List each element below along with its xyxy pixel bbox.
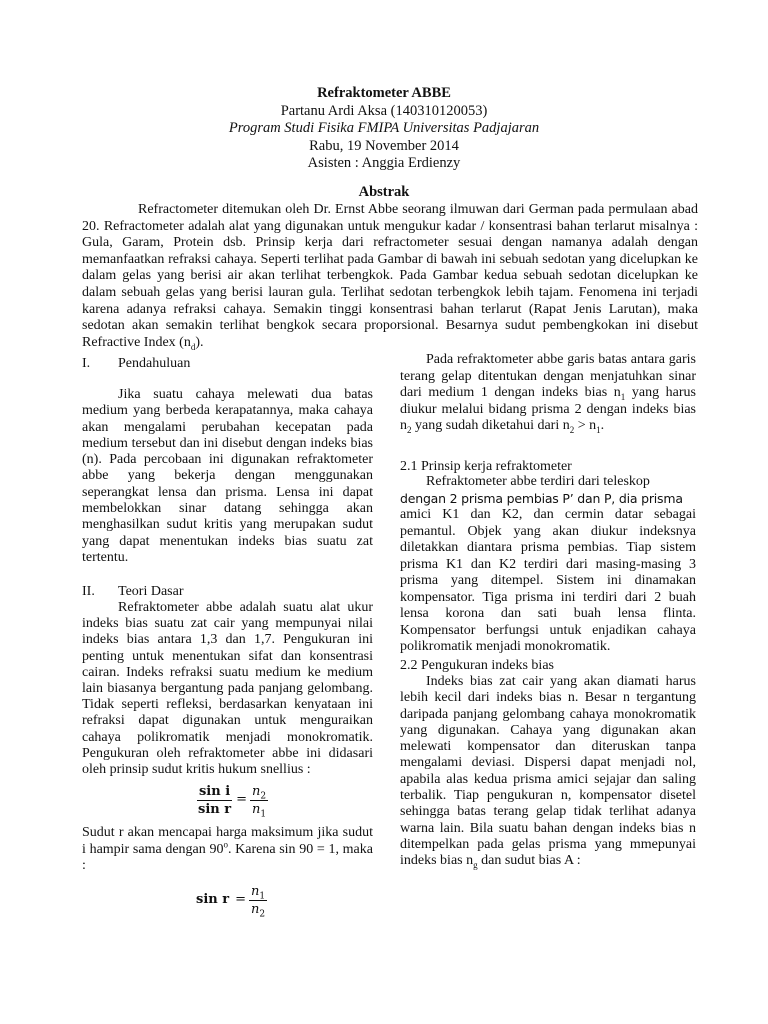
section-1-body: [82, 387, 373, 566]
sub-4: 1: [596, 425, 601, 436]
subsection-2-1-title: 2.1 Prinsip kerja refraktometer: [400, 459, 572, 474]
subsection-2-1-body: [400, 474, 696, 656]
degree-superscript: o: [223, 838, 228, 849]
eq1-lhs-numerator: sin i: [198, 784, 231, 799]
section-2-title: Teori Dasar: [118, 584, 184, 599]
abstract-heading: Abstrak: [358, 184, 410, 200]
s22-text-b: dan sudut bias A :: [477, 853, 581, 869]
s21-line-2: dengan 2 prisma pembias P’ dan P, dia prisma: [400, 490, 683, 506]
s22-subscript: g: [473, 860, 478, 871]
paper-title: Refraktometer ABBE: [317, 85, 451, 101]
intro-text-a: Pada refraktometer abbe garis batas antara garis terang gelap ditentukan dengan menjatuhkan sinar dari medium 1 dengan indeks bias n: [400, 352, 696, 401]
section-2-body: [82, 600, 373, 778]
snell-equation: [196, 784, 268, 820]
subsection-2-2-heading: [400, 658, 696, 675]
eq2-equals: =: [235, 892, 246, 908]
eq1-equals: =: [236, 792, 247, 808]
sub-1: 1: [620, 391, 626, 402]
section-1-heading: [82, 356, 373, 373]
eq2-num-sub: 1: [259, 891, 266, 902]
section-2-number: II.: [82, 584, 95, 599]
critical-angle-equation: [196, 884, 267, 920]
section-1-title: Pendahuluan: [118, 356, 191, 371]
paper-header: [0, 85, 768, 173]
abstract-subscript: d: [190, 341, 196, 352]
eq2-den-sub: 2: [259, 909, 266, 920]
s21-rest-text: amici K1 dan K2, dan cermin datar sebagai pemantul. Objek yang akan diukur indeksnya diletakkan diantara prisma pembias. Tiap sistem prisma K1 dan K2 terdiri dari masing-masing 3 prisma yang ditempel. Sistem ini dinamakan kompensator. Tiga prisma ini terdiri dari 2 buah lensa korona dan sati buah lensa flinta. Kompensator berfungsi untuk enjadikan cahaya polikromatik menjadi monokromatik.: [400, 507, 696, 654]
affiliation-line: Program Studi Fisika FMIPA Universitas Padjajaran: [228, 120, 540, 136]
sub-2: 2: [407, 425, 412, 436]
eq2-denominator: n: [251, 902, 260, 917]
section-2-text: Refraktometer abbe adalah suatu alat ukur indeks bias suatu zat cair yang mempunyai nilai indeks bias antara 1,3 dan 1,7. Pengukuran ini penting untuk menentukan sifat dan konsentrasi cairan. Indeks refraksi suatu medium ke medium lain biasanya bergantung pada panjang gelombang. Tidak seperti refleksi, berdasarkan kenyataan ini refraksi dapat digunakan untuk menguraikan cahaya polikromatik menjadi monokromatik. Pengukuran oleh refraktometer abbe ini didasari oleh prinsip sudut kritis hukum snellius :: [82, 600, 373, 778]
eq1-rhs-denominator: n: [252, 802, 261, 817]
eq1-rhs-numerator: n: [252, 784, 261, 799]
subsection-2-2-body: [400, 674, 696, 870]
intro-text-e: .: [600, 418, 605, 434]
intro-text-b: yang harus diukur melalui bidang prisma 2 dengan indeks bias n: [400, 385, 696, 434]
abstract-text: Refractometer ditemukan oleh Dr. Ernst Abbe seorang ilmuwan dari German pada permulaan abad 20. Refractometer adalah alat yang digunakan untuk mengukur kadar / konsentrasi bahan terlarut misalnya : Gula, Garam, Protein dsb. Prinsip kerja dari refractometer sesuai dengan namanya adalah dengan memanfaatkan refraksi cahaya. Seperti terlihat pada Gambar di bawah ini sebuah sedotan yang dicelupkan ke dalam gelas yang berisi air akan terlihat terbengkok. Pada Gambar kedua sebuah sedotan dicelupkan ke dalam sebuah gelas yang berisi lauran gula. Terlihat sedotan terbengkok lebih tajam. Fenomena ini terjadi karena adanya refraksi cahaya. Semakin tinggi konsentrasi bahan terlarut (Rapat Jenis Larutan), maka sedotan akan semakin terlihat bengkok secara proporsional. Besarnya sudut pembengkokan ini disebut Refractive Index (n: [82, 202, 698, 350]
s22-text-a: Indeks bias zat cair yang akan diamati harus lebih kecil dari indeks bias n. Besar n tergantung daripada panjang gelombang cahaya monokromatik yang digunakan. Cahaya yang digunakan akan melewati kompensator dan diteruskan tanpa mengalami deviasi. Dispersi dapat menjadi nol, apabila alas kedua prisma amici sejajar dan saling terbalik. Tiap pengukuran n, kompensator disetel sehingga batas terang gelap tidak terlihat adanya warna lain. Bila suatu bahan dengan indeks bias n ditempelkan pada gelas prisma yang mmepunyai indeks bias n: [400, 674, 696, 869]
after-eq1-text-b: . Karena sin 90 = 1, maka :: [82, 841, 373, 873]
after-eq1-text-a: Sudut r akan mencapai harga maksimum jika sudut i hampir sama dengan 90: [82, 825, 373, 857]
intro-text-c: yang sudah diketahui dari n: [411, 418, 570, 434]
section-2-heading: [82, 584, 373, 601]
section-1-number: I.: [82, 356, 91, 371]
s21-line-1: Refraktometer abbe terdiri dari teleskop: [426, 474, 650, 489]
date-line: Rabu, 19 November 2014: [309, 137, 459, 154]
right-intro-paragraph: [400, 352, 696, 435]
section-1-text: Jika suatu cahaya melewati dua batas medium yang berbeda kerapatannya, maka cahaya akan mengalami perubahan kecepatan pada medium tersebut dan ini disebut dengan indeks bias (n). Pada percobaan ini digunakan refraktometer abbe yang bekerja dengan menggunakan seperangkat lensa dan prisma. Lensa ini dapat membelokkan sinar datang sehingga akan menghasilkan sudut kritis yang merupakan sudut yang dapat menentukan indeks bias suatu zat tertentu.: [82, 387, 373, 565]
eq1-rhs-den-sub: 1: [260, 809, 267, 820]
assistant-line: Asisten : Anggia Erdienzy: [307, 155, 461, 171]
sub-3: 2: [569, 425, 575, 436]
eq2-lhs: sin r: [196, 892, 230, 908]
eq1-lhs-denominator: sin r: [198, 802, 232, 817]
eq1-rhs-num-sub: 2: [260, 791, 267, 802]
eq2-numerator: n: [251, 884, 260, 899]
abstract-end: ).: [195, 334, 204, 350]
after-snell-text: [82, 825, 373, 875]
abstract-body: [82, 202, 698, 351]
intro-text-d: > n: [574, 418, 597, 434]
subsection-2-2-title: 2.2 Pengukuran indeks bias: [400, 658, 554, 673]
author-line: Partanu Ardi Aksa (140310120053): [280, 102, 488, 119]
